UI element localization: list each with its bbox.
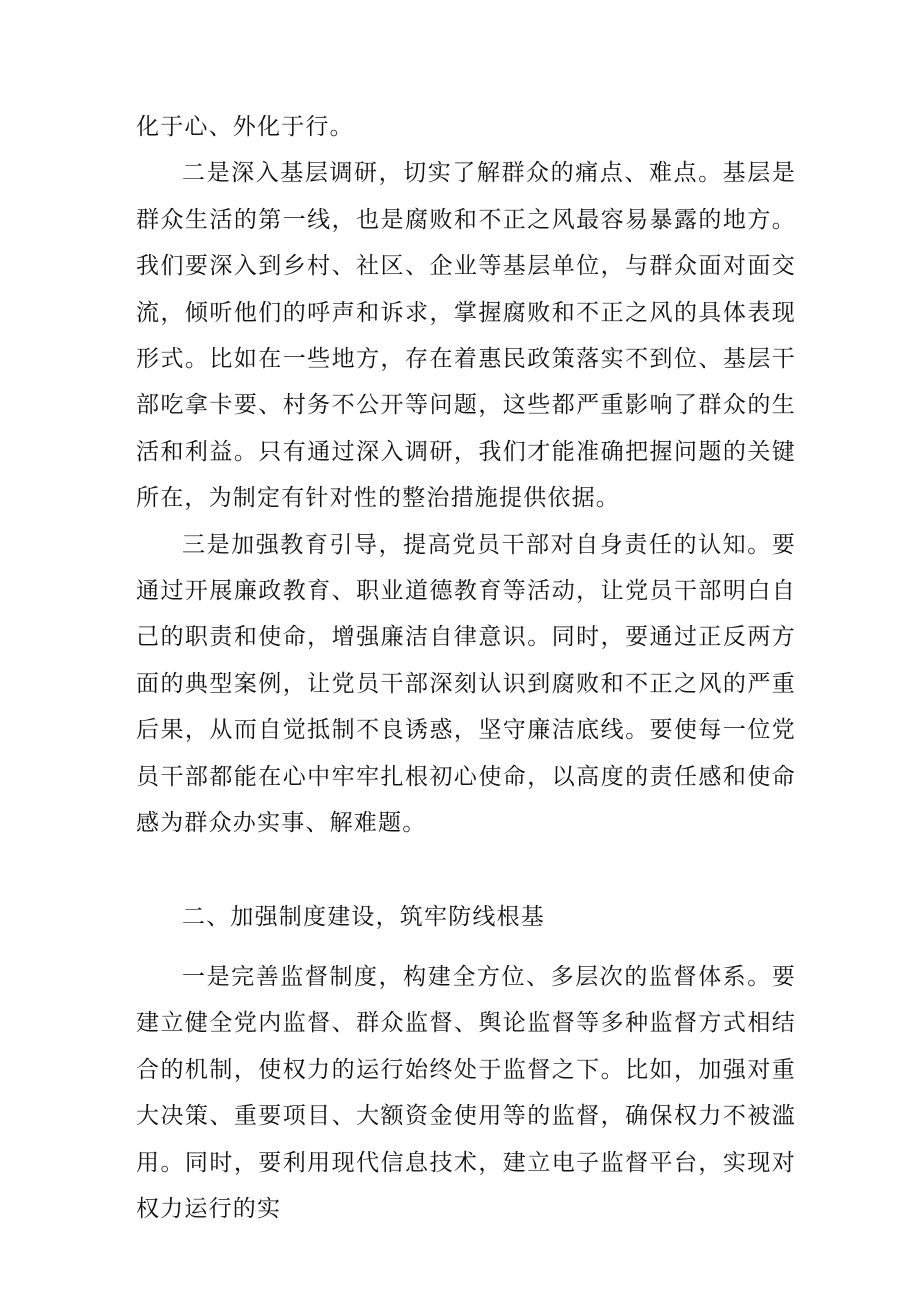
section-heading: 二、加强制度建设，筑牢防线根基: [182, 904, 545, 930]
body-text-top: [136, 104, 796, 847]
paragraph-continuation: 化于心、外化于行。: [136, 114, 354, 140]
paragraph-supervision: 一是完善监督制度，构建全方位、多层次的监督体系。要建立健全党内监督、群众监督、舆论监督等多种监督方式相结合的机制，使权力的运行始终处于监督之下。比如，加强对重大决策、重要项目、大额资金使用等的监督，确保权力不被滥用。同时，要利用现代信息技术，建立电子监督平台，实现对权力运行的实: [136, 964, 796, 1223]
body-text-bottom: [136, 954, 796, 1232]
paragraph-education: 三是加强教育引导，提高党员干部对自身责任的认知。要通过开展廉政教育、职业道德教育等活动，让党员干部明白自己的职责和使命，增强廉洁自律意识。同时，要通过正反两方面的典型案例，让党员干部深刻认识到腐败和不正之风的严重后果，从而自觉抵制不良诱惑，坚守廉洁底线。要使每一位党员干部都能在心中牢牢扎根初心使命，以高度的责任感和使命感为群众办实事、解难题。: [136, 531, 796, 837]
section-heading-block: [136, 894, 796, 940]
paragraph-research: 二是深入基层调研，切实了解群众的痛点、难点。基层是群众生活的第一线，也是腐败和不正之风最容易暴露的地方。我们要深入到乡村、社区、企业等基层单位，与群众面对面交流，倾听他们的呼声和诉求，掌握腐败和不正之风的具体表现形式。比如在一些地方，存在着惠民政策落实不到位、基层干部吃拿卡要、村务不公开等问题，这些都严重影响了群众的生活和利益。只有通过深入调研，我们才能准确把握问题的关键所在，为制定有针对性的整治措施提供依据。: [136, 160, 796, 512]
